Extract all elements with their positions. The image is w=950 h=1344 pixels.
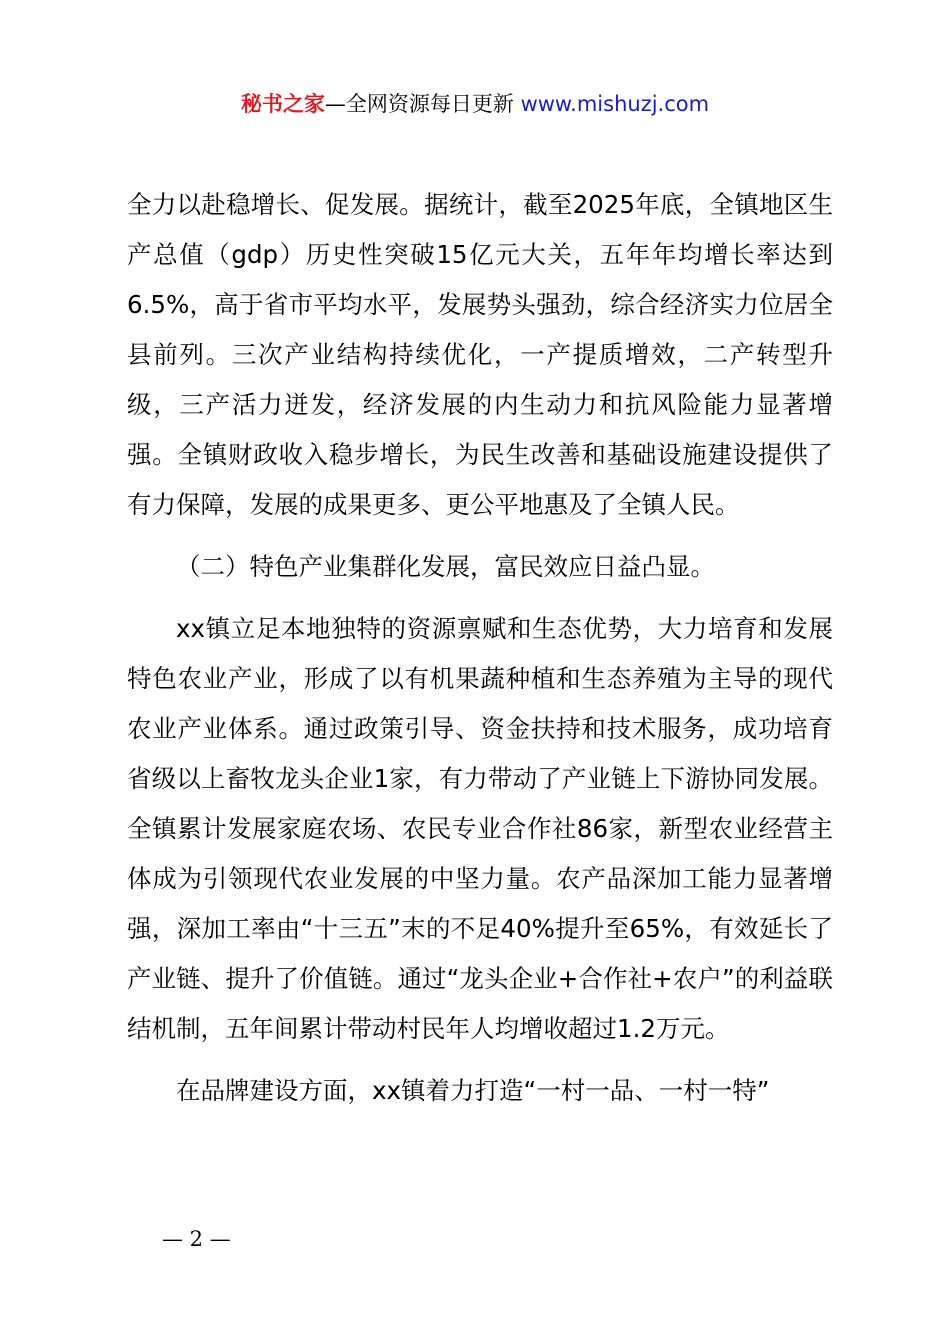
- paragraph-brand: 在品牌建设方面，xx镇着力打造“一村一品、一村一特”: [176, 1076, 770, 1105]
- header-tagline: —全网资源每日更新: [324, 92, 521, 116]
- paragraph-industry: xx镇立足本地独特的资源禀赋和生态优势，大力培育和发展特色农业产业，形成了以有机果蔬种植和生态养殖为主导的现代农业产业体系。通过政策引导、资金扶持和技术服务，成功培育省级以上畜牧龙头企业1家，有力带动了产业链上下游协同发展。全镇累计发展家庭农场、农民专业合作社86家，新型农业经营主体成为引领现代农业发展的中坚力量。农产品深加工能力显著增强，深加工率由“十三五”末的不足40%提升至65%，有效延长了产业链、提升了价值链。通过“龙头企业+合作社+农户”的利益联结机制，五年间累计带动村民年人均增收超过1.2万元。: [127, 614, 833, 1043]
- site-url-link[interactable]: www.mishuzj.com: [520, 92, 710, 116]
- site-header: [0, 88, 950, 120]
- section-heading-industry: （二）特色产业集群化发展，富民效应日益凸显。: [176, 552, 715, 581]
- paragraph-growth: 全力以赴稳增长、促发展。据统计，截至2025年底，全镇地区生产总值（gdp）历史性突破15亿元大关，五年年均增长率达到6.5%，高于省市平均水平，发展势头强劲，综合经济实力位居全县前列。三次产业结构持续优化，一产提质增效，二产转型升级，三产活力迸发，经济发展的内生动力和抗风险能力显著增强。全镇财政收入稳步增长，为民生改善和基础设施建设提供了有力保障，发展的成果更多、更公平地惠及了全镇人民。: [127, 190, 833, 519]
- document-body: [127, 180, 833, 1116]
- brand-name: 秘书之家: [240, 92, 325, 116]
- page-number: — 2 —: [162, 1227, 231, 1251]
